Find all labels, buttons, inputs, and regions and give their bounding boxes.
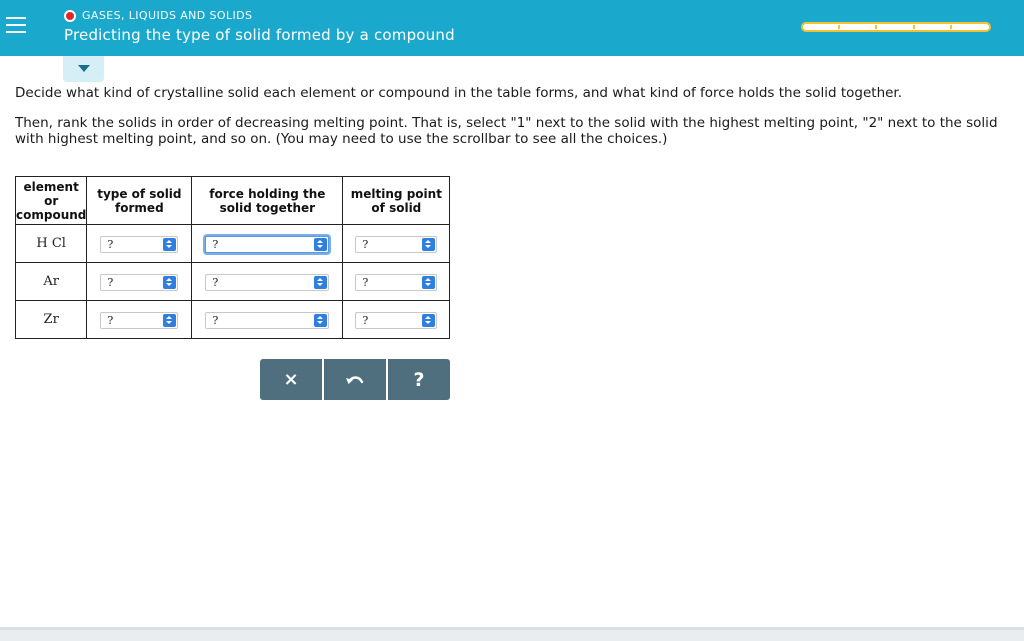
melting-select-value: ? [362, 314, 369, 327]
top-header-bar [0, 0, 1024, 56]
select-arrow-icon [163, 276, 176, 289]
force-select[interactable] [205, 274, 329, 291]
select-arrow-icon [422, 276, 435, 289]
select-arrow-icon [314, 238, 327, 251]
type-cell [87, 263, 192, 301]
compound-cell: Ar [16, 263, 87, 301]
type-select-value: ? [107, 276, 114, 289]
select-arrow-icon [163, 314, 176, 327]
header-compound: element or compound [16, 177, 87, 225]
melting-select[interactable] [355, 236, 437, 253]
help-icon: ? [413, 368, 425, 391]
select-arrow-icon [314, 314, 327, 327]
header-type: type of solid formed [87, 177, 192, 225]
table-row [16, 225, 450, 263]
header-force: force holding the solid together [192, 177, 343, 225]
progress-segment [805, 25, 840, 29]
topic-status-dot-icon [64, 10, 76, 22]
instruction-paragraph-1: Decide what kind of crystalline solid each element or compound in the table forms, and what kind of force holds the solid together. [15, 85, 903, 101]
help-button[interactable] [388, 359, 450, 400]
topic-label: GASES, LIQUIDS AND SOLIDS [82, 9, 253, 22]
undo-button[interactable] [324, 359, 388, 400]
progress-segment [879, 25, 914, 29]
select-arrow-icon [163, 238, 176, 251]
action-button-group [260, 359, 450, 400]
progress-segment [954, 25, 987, 29]
type-cell [87, 225, 192, 263]
melting-select[interactable] [355, 312, 437, 329]
table-row [16, 263, 450, 301]
expand-toggle-chevron-down-icon[interactable] [63, 56, 104, 82]
select-arrow-icon [422, 314, 435, 327]
menu-icon[interactable] [4, 14, 28, 38]
melting-cell [343, 263, 450, 301]
table-row [16, 301, 450, 339]
melting-cell [343, 225, 450, 263]
force-select-value: ? [212, 276, 219, 289]
type-select[interactable] [100, 236, 178, 253]
undo-icon [344, 373, 366, 387]
compound-cell: Zr [16, 301, 87, 339]
topic-row [64, 9, 252, 22]
force-select[interactable] [205, 236, 329, 253]
force-cell [192, 301, 343, 339]
type-select[interactable] [100, 274, 178, 291]
force-select-value: ? [212, 238, 219, 251]
melting-cell [343, 301, 450, 339]
progress-segment [917, 25, 952, 29]
melting-select-value: ? [362, 238, 369, 251]
type-select-value: ? [107, 238, 114, 251]
table-header-row [16, 177, 450, 225]
type-select-value: ? [107, 314, 114, 327]
progress-bar [801, 22, 991, 32]
instruction-paragraph-2: Then, rank the solids in order of decreasing melting point. That is, select "1" next to the solid with the highest melting point, "2" next to the solid with highest melting point, and so on. (You may need to use the scrollbar to see all the choices.) [15, 115, 998, 147]
page-title: Predicting the type of solid formed by a compound [64, 26, 455, 44]
progress-segment [842, 25, 877, 29]
select-arrow-icon [314, 276, 327, 289]
melting-select-value: ? [362, 276, 369, 289]
select-arrow-icon [422, 238, 435, 251]
force-select[interactable] [205, 312, 329, 329]
compound-cell: H Cl [16, 225, 87, 263]
clear-button[interactable] [260, 359, 324, 400]
header-melting: melting point of solid [343, 177, 450, 225]
force-cell [192, 263, 343, 301]
force-cell [192, 225, 343, 263]
force-select-value: ? [212, 314, 219, 327]
type-cell [87, 301, 192, 339]
melting-select[interactable] [355, 274, 437, 291]
answer-table [15, 176, 450, 339]
type-select[interactable] [100, 312, 178, 329]
footer-bar [0, 627, 1024, 641]
close-icon: × [283, 369, 299, 390]
